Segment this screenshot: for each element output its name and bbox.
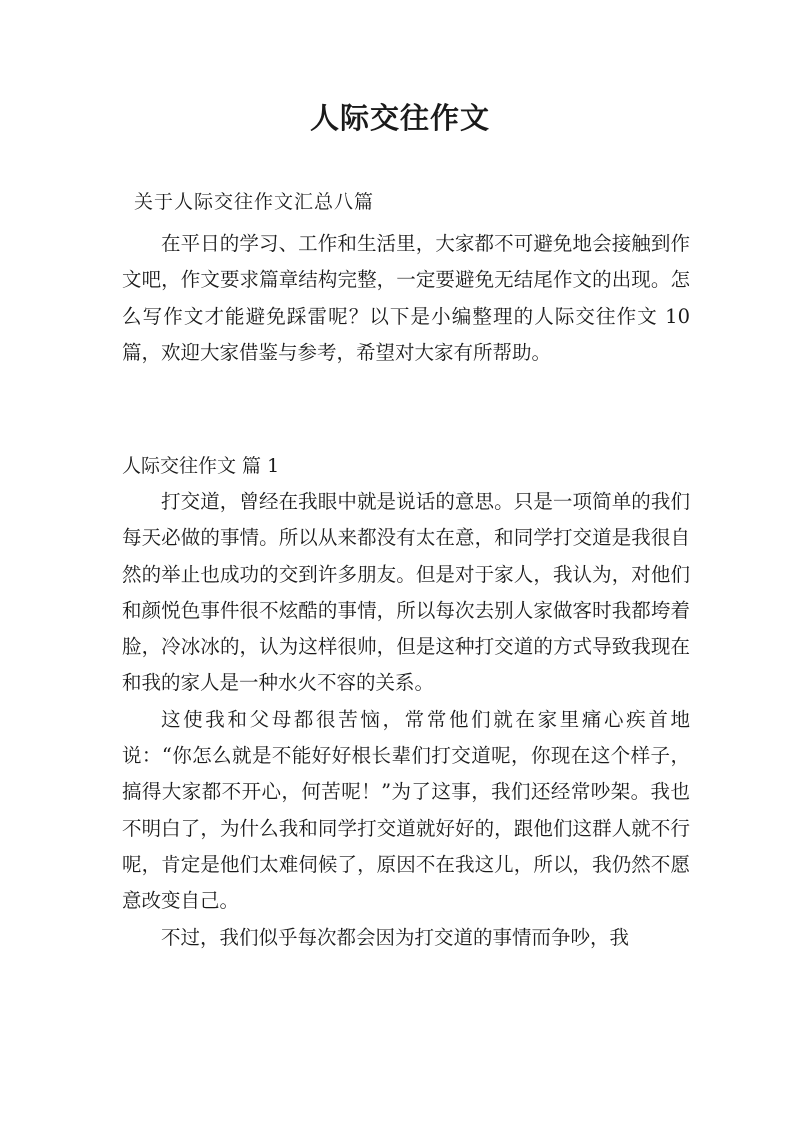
- section-heading: 人际交往作文 篇 1: [122, 455, 280, 477]
- document-title: 人际交往作文: [309, 101, 490, 135]
- section-body: [122, 484, 690, 956]
- document-subtitle: 关于人际交往作文汇总八篇: [134, 191, 375, 213]
- section-paragraph: 这使我和父母都很苦恼，常常他们就在家里痛心疾首地说：“你怎么就是不能好好根长辈们打交道呢，你现在这个样子，搞得大家都不开心，何苦呢！”为了这事，我们还经常吵架。我也不明白了，为什么我和同学打交道就好好的，跟他们这群人就不行呢，肯定是他们太难伺候了，原因不在我这儿，所以，我仍然不愿意改变自己。: [122, 707, 690, 913]
- intro-paragraph: 在平日的学习、工作和生活里，大家都不可避免地会接触到作文吧，作文要求篇章结构完整，一定要避免无结尾作文的出现。怎么写作文才能避免踩雷呢？以下是小编整理的人际交往作文 10 篇，欢迎大家借鉴与参考，希望对大家有所帮助。: [122, 232, 690, 364]
- section-paragraph: 不过，我们似乎每次都会因为打交道的事情而争吵，我: [161, 925, 630, 949]
- section-paragraph: 打交道，曾经在我眼中就是说话的意思。只是一项简单的我们每天必做的事情。所以从来都没有太在意，和同学打交道是我很自然的举止也成功的交到许多朋友。但是对于家人，我认为，对他们和颜悦色事件很不炫酷的事情，所以每次去别人家做客时我都垮着脸，冷冰冰的，认为这样很帅，但是这种打交道的方式导致我现在和我的家人是一种水火不容的关系。: [122, 490, 690, 695]
- intro-block: [122, 226, 690, 371]
